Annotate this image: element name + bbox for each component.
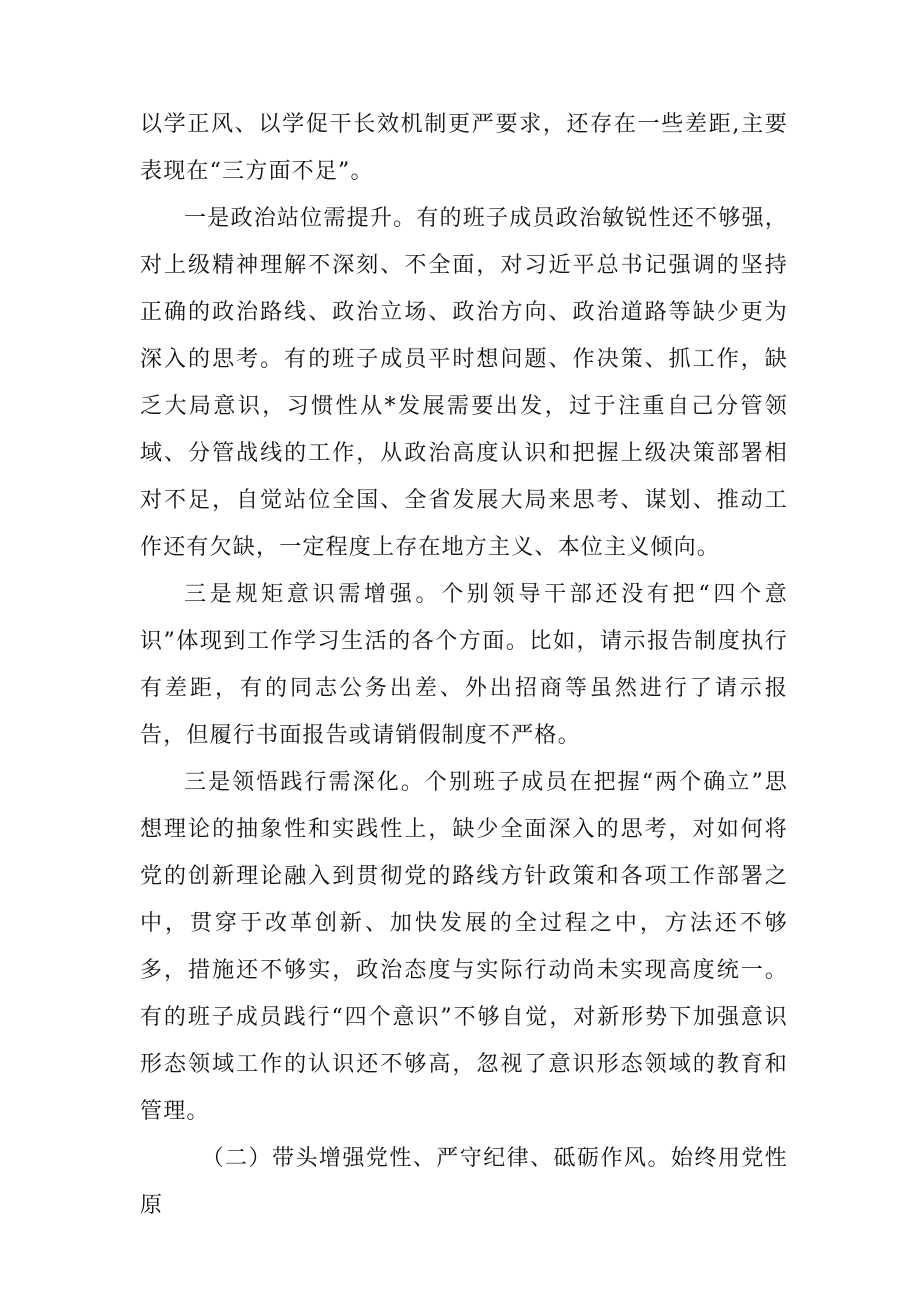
document-body <box>140 101 788 1229</box>
paragraph-continuation: 以学正风、以学促干长效机制更严要求，还存在一些差距,主要表现在“三方面不足”。 <box>140 112 788 184</box>
paragraph-rules-awareness: 三是规矩意识需增强。个别领导干部还没有把“四个意识”体现到工作学习生活的各个方面。比如，请示报告制度执行有差距，有的同志公务出差、外出招商等虽然进行了请示报告，但履行书面报告或请销假制度不严格。 <box>140 582 788 748</box>
paragraph-political-position: 一是政治站位需提升。有的班子成员政治敏锐性还不够强，对上级精神理解不深刻、不全面，对习近平总书记强调的坚持正确的政治路线、政治立场、政治方向、政治道路等缺少更为深入的思考。有的班子成员平时想问题、作决策、抓工作，缺乏大局意识，习惯性从*发展需要出发，过于注重自己分管领域、分管战线的工作，从政治高度认识和把握上级决策部署相对不足，自觉站位全国、全省发展大局来思考、谋划、推动工作还有欠缺，一定程度上存在地方主义、本位主义倾向。 <box>140 206 788 560</box>
section-heading-two: （二）带头增强党性、严守纪律、砥砺作风。始终用党性原 <box>140 1146 788 1218</box>
paragraph-understanding-practice: 三是领悟践行需深化。个别班子成员在把握“两个确立”思想理论的抽象性和实践性上，缺少全面深入的思考，对如何将党的创新理论融入到贯彻党的路线方针政策和各项工作部署之中，贯穿于改革创新、加快发展的全过程之中，方法还不够多，措施还不够实，政治态度与实际行动尚未实现高度统一。有的班子成员践行“四个意识”不够自觉，对新形势下加强意识形态领域工作的认识还不够高，忽视了意识形态领域的教育和管理。 <box>140 770 788 1124</box>
